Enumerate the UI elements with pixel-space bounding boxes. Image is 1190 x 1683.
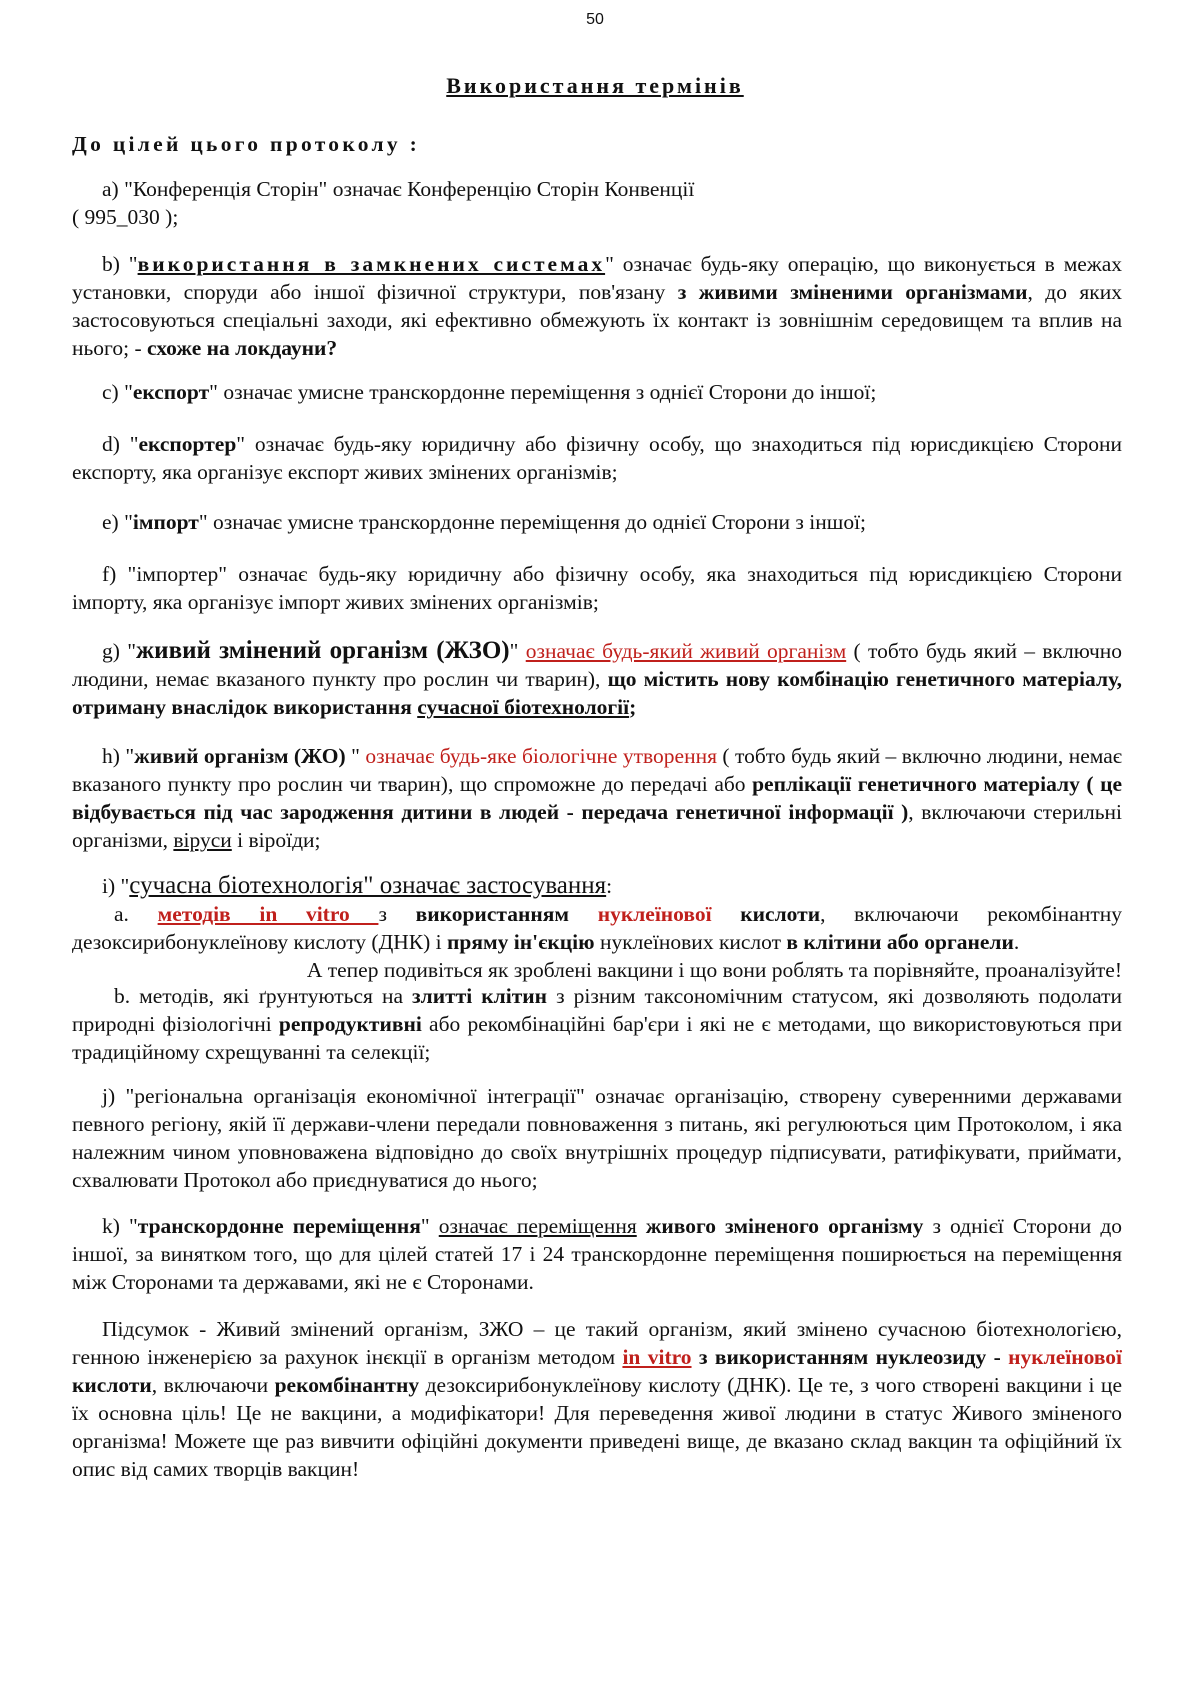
text-run: , до яких застосовуються спеціальні заходи, які ефективно обмежують їх контакт із зовнішнім середовищем та вплив на нього; - bbox=[72, 280, 1123, 360]
definition-i-a bbox=[72, 900, 1122, 956]
text-run: g) " bbox=[102, 639, 137, 663]
text-run: з різним таксономічним статусом, які дозволяють подолати природні фізіологічні bbox=[72, 984, 1123, 1036]
text-run: " bbox=[420, 1214, 439, 1238]
text-run: означає переміщення bbox=[438, 1214, 637, 1238]
definition-d bbox=[72, 430, 1122, 486]
text-run: живого зміненого організму bbox=[645, 1214, 924, 1238]
text-run: злитті клітин bbox=[412, 984, 548, 1008]
text-run: k) " bbox=[102, 1214, 138, 1238]
text-run: b) " bbox=[102, 252, 138, 276]
text-run: ; bbox=[629, 695, 637, 719]
text-run: з однієї Сторони до іншої, за винятком того, що для цілей статей 17 і 24 транскордонне переміщення поширюється на переміщення між Сторонами та державами, які не є Сторонами. bbox=[72, 1214, 1123, 1294]
subtitle: До цілей цього протоколу : bbox=[72, 132, 421, 156]
text-run: " означає будь-яку юридичну або фізичну особу, що знаходиться під юрисдикцією Сторони експорту, яка організує експорт живих змінених організмів; bbox=[72, 432, 1123, 484]
text-run: , включаючи стерильні організми, bbox=[72, 800, 1122, 852]
text-run: , включаючи bbox=[151, 1373, 275, 1397]
text-run: " bbox=[509, 639, 526, 663]
text-run: або рекомбінаційні бар'єри і які не є методами, що використовуються при традиційному схрещуванні та селекції; bbox=[72, 1012, 1122, 1064]
text-run: нуклеїнової bbox=[597, 902, 712, 926]
note-vaccines: А тепер подивіться як зроблені вакцини і що вони роблять та порівняйте, проаналізуйте! bbox=[306, 958, 1122, 982]
text-run: рекомбінантну bbox=[274, 1373, 420, 1397]
text-run: a. bbox=[114, 902, 158, 926]
text-run: сучасної біотехнології bbox=[417, 695, 630, 719]
text-run: з bbox=[378, 902, 416, 926]
text-run: дезоксирибонуклеїнову кислоту (ДНК). Це те, з чого створені вакцини і це їх основна ціль! Це не вакцини, а модифікатори! Для переведення живої людини в статус Живого зміненого організма! Можете ще раз вивчити офіційні документи приведені вище, де вказано склад вакцин та офіційний їх опис від самих творців вакцин! bbox=[72, 1373, 1122, 1481]
definition-f: f) "імпортер" означає будь-яку юридичну або фізичну особу, яка знаходиться під юрисдикцією Сторони імпорту, яка організує імпорт живих змінених організмів; bbox=[72, 562, 1122, 614]
text-run: Підсумок - Живий змінений організм, ЗЖО – це такий організм, який змінено сучасною біотехнологією, генною інженерією за рахунок інєкції в організм методом bbox=[72, 1317, 1122, 1369]
text-run: e) " bbox=[102, 510, 133, 534]
text-run bbox=[637, 1214, 646, 1238]
text-run: " означає умисне транскордонне переміщення з однієї Сторони до іншої; bbox=[209, 380, 877, 404]
text-run: нуклеїнової bbox=[1008, 1345, 1123, 1369]
text-run: схоже на локдауни? bbox=[146, 336, 338, 360]
definition-i bbox=[72, 872, 1122, 900]
definition-j: j) "регіональна організація економічної інтеграції" означає організацію, створену суверенними державами певного регіону, якій її держави-члени передали повноваження з питань, які регулюються цим Протоколом, і яка належним чином уповноважена відповідно до своїх внутрішніх процедур підписувати, ратифікувати, приймати, схвалювати Протокол або приєднуватися до нього; bbox=[72, 1084, 1122, 1192]
text-run: . bbox=[1013, 930, 1020, 954]
text-run: ( тобто будь який – включно людини, немає вказаного пункту про рослин чи тварин), bbox=[72, 639, 1123, 691]
text-run: " означає умисне транскордонне переміщення до однієї Сторони з іншої; bbox=[198, 510, 867, 534]
text-run: експортер bbox=[138, 432, 237, 456]
definition-e bbox=[72, 508, 1122, 536]
text-run: кислоти bbox=[740, 902, 821, 926]
definition-h bbox=[72, 742, 1122, 854]
page-title: Використання термінів bbox=[446, 73, 744, 98]
text-run: c) " bbox=[102, 380, 133, 404]
text-run: транскордонне переміщення bbox=[137, 1214, 421, 1238]
text-run: репродуктивні bbox=[278, 1012, 422, 1036]
definition-k bbox=[72, 1212, 1122, 1296]
text-run: b. методів, які ґрунтуються на bbox=[114, 984, 413, 1008]
page-number: 50 bbox=[586, 11, 604, 28]
term-modern-biotech: сучасна біотехнологія" означає застосування bbox=[129, 872, 607, 899]
text-run: ( тобто будь який – включно людини, немає вказаного пункту про рослин чи тварин), що спроможне до передачі або bbox=[72, 744, 1122, 796]
definition-i-b bbox=[72, 982, 1122, 1066]
text-run: імпорт bbox=[132, 510, 199, 534]
text-run: реплікації генетичного матеріалу ( це відбувається під час зародження дитини в людей - передача генетичної інформації ) bbox=[72, 772, 1123, 824]
text-run: , включаючи рекомбінантну дезоксирибонуклеїнову кислоту (ДНК) і bbox=[72, 902, 1123, 954]
text-run: " bbox=[345, 744, 366, 768]
text-run: використанням bbox=[415, 902, 569, 926]
text-run: h) " bbox=[102, 744, 135, 768]
text-run: живий організм (ЖО) bbox=[134, 744, 346, 768]
text-run: in vitro bbox=[622, 1345, 692, 1369]
text-run: " означає будь-яку операцію, що виконується в межах установки, споруди або іншої фізичної структури, пов'язану bbox=[72, 252, 1122, 304]
text-run: методів in vitro bbox=[157, 902, 379, 926]
text-run: кислоти bbox=[72, 1373, 152, 1397]
text-run: i) " bbox=[102, 874, 130, 898]
text-run: d) " bbox=[102, 432, 139, 456]
text-run: означає будь-який живий організм bbox=[525, 639, 847, 663]
text-run: віруси bbox=[173, 828, 232, 852]
definition-b bbox=[72, 250, 1122, 362]
text-run: і віроїди; bbox=[231, 828, 321, 852]
definition-g bbox=[72, 637, 1122, 721]
text-run: з живими зміненими організмами bbox=[677, 280, 1028, 304]
text-run: нуклеїнових кислот bbox=[594, 930, 787, 954]
text-run: означає будь-яке біологічне утворення bbox=[365, 744, 717, 768]
text-run: в клітини або органели bbox=[786, 930, 1014, 954]
text-run: що містить нову комбінацію генетичного матеріалу, отриману внаслідок використання bbox=[72, 667, 1122, 719]
text-run: пряму ін'єкцію bbox=[447, 930, 595, 954]
term-closed-systems: використання в замкнених системах bbox=[137, 252, 606, 276]
definition-a: а) "Конференція Сторін" означає Конференцію Сторін Конвенції ( 995_030 ); bbox=[72, 177, 695, 229]
text-run: : bbox=[606, 874, 613, 898]
text-run: з використанням нуклеозиду - bbox=[691, 1345, 1009, 1369]
term-lmo: живий змінений організм (ЖЗО) bbox=[136, 637, 510, 664]
definition-c bbox=[72, 378, 1122, 406]
summary-paragraph bbox=[72, 1315, 1122, 1483]
text-run: експорт bbox=[132, 380, 210, 404]
